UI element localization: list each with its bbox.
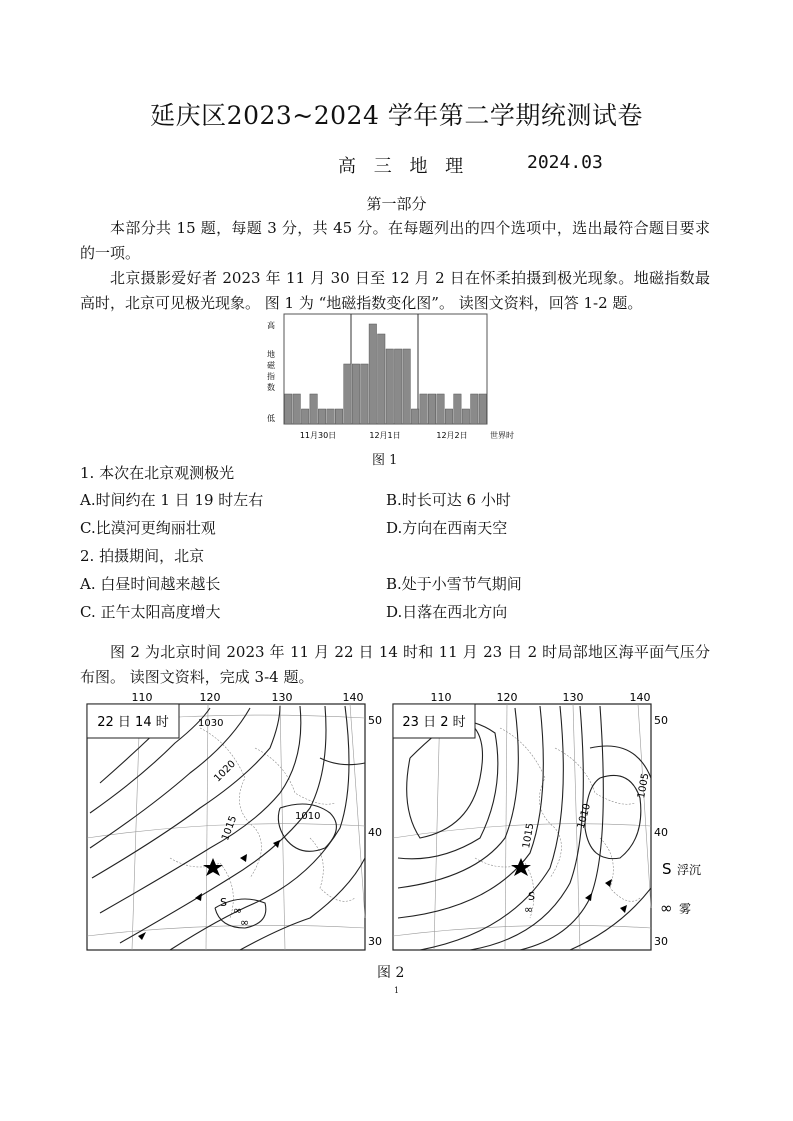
bar-3: [301, 409, 308, 424]
figure-2-maps: [80, 688, 720, 960]
x-label-dec1: 12月1日: [369, 431, 401, 440]
left-isobar-1010: 1010: [295, 811, 321, 822]
right-isobar-1005: 1005: [636, 772, 652, 800]
left-isobar-1015: 1015: [220, 814, 240, 843]
figure-2-caption: 图 2: [377, 965, 405, 981]
x-unit-label: 世界时: [490, 431, 514, 440]
exam-title: 延庆区2023~2024 学年第二学期统测试卷: [150, 101, 643, 130]
right-isobar-1015: 1015: [521, 822, 537, 850]
right-lon-130: 130: [562, 691, 584, 704]
left-isobar-1030: 1030: [198, 718, 224, 729]
page-number: 1: [394, 986, 400, 995]
bar-24: [479, 394, 486, 424]
bar-8: [344, 364, 351, 424]
left-lat-40: 40: [368, 826, 382, 839]
bar-11: [369, 324, 376, 424]
q1-stem: 1. 本次在北京观测极光: [80, 464, 235, 482]
exam-subject: 高 三 地 理: [338, 156, 470, 177]
exam-date: 2024.03: [527, 152, 603, 173]
legend-dust-label: 浮沉: [677, 863, 702, 877]
section-title: 第一部分: [366, 195, 427, 213]
q1-option-b: B.时长可达 6 小时: [386, 491, 511, 509]
right-lon-120: 120: [496, 691, 518, 704]
legend-fog-label: 雾: [679, 902, 692, 916]
right-lon-110: 110: [430, 691, 452, 704]
floating-dust-symbol: S: [220, 896, 227, 909]
y-low-label: 低: [267, 414, 275, 423]
bar-10: [361, 364, 368, 424]
right-time-label: 23 日 2 时: [402, 715, 466, 730]
bar-4: [310, 394, 317, 424]
q1-option-a: A.时间约在 1 日 19 时左右: [80, 491, 264, 509]
q2-option-a: A. 白昼时间越来越长: [80, 575, 221, 593]
left-isobar-1020: 1020: [212, 758, 238, 785]
question-intro-2: 图 2 为北京时间 2023 年 11 月 22 日 14 时和 11 月 23 日 2 时局部地区海平面气压分布图。 读图文资料，完成 3-4 题。: [80, 643, 710, 686]
bar-13: [386, 349, 393, 424]
left-time-label: 22 日 14 时: [97, 715, 169, 730]
fog-symbol: ∞: [233, 904, 243, 917]
bar-12: [378, 334, 385, 424]
q2-option-b: B.处于小雪节气期间: [386, 575, 522, 593]
question-intro-1: 北京摄影爱好者 2023 年 11 月 30 日至 12 月 2 日在怀柔拍摄到极光现象。地磁指数最高时，北京可见极光现象。 图 1 为 “地磁指数变化图”。 读图文资料，回答 1-2 题。: [80, 269, 710, 312]
bar-18: [428, 394, 435, 424]
bar-6: [327, 409, 334, 424]
left-lon-140: 140: [342, 691, 364, 704]
q1-option-c: C.比漠河更绚丽壮观: [80, 519, 216, 537]
bar-14: [394, 349, 401, 424]
bar-15: [403, 349, 410, 424]
x-label-dec2: 12月2日: [436, 431, 468, 440]
instructions: 本部分共 15 题，每题 3 分，共 45 分。在每题列出的四个选项中，选出最符合题目要求的一项。: [80, 219, 710, 262]
y-label-char-1: 地: [267, 350, 275, 359]
lat-50: 50: [654, 714, 668, 727]
figure-1-caption: 图 1: [372, 453, 398, 468]
left-map: [87, 704, 365, 950]
bar-16: [411, 409, 418, 424]
lat-30: 30: [654, 935, 668, 948]
fog-symbol: ∞: [524, 903, 534, 916]
bar-2: [293, 394, 300, 424]
q2-stem: 2. 拍摄期间，北京: [80, 547, 205, 565]
q2-option-d: D.日落在西北方向: [386, 603, 508, 621]
left-lon-120: 120: [199, 691, 221, 704]
figure-1-chart: [262, 310, 527, 445]
legend-fog-symbol: ∞: [660, 899, 673, 917]
legend-dust-symbol: S: [662, 860, 672, 878]
bar-20: [445, 409, 452, 424]
bar-9: [352, 364, 359, 424]
left-lat-50: 50: [368, 714, 382, 727]
bar-7: [335, 409, 342, 424]
q2-option-c: C. 正午太阳高度增大: [80, 603, 221, 621]
x-label-nov30: 11月30日: [299, 431, 337, 440]
bar-5: [318, 409, 325, 424]
y-high-label: 高: [267, 321, 275, 330]
bar-19: [437, 394, 444, 424]
left-lat-30: 30: [368, 935, 382, 948]
y-label-char-4: 数: [267, 383, 275, 392]
bar-22: [462, 409, 469, 424]
q1-option-d: D.方向在西南天空: [386, 519, 508, 537]
bar-1: [285, 394, 292, 424]
left-lon-110: 110: [131, 691, 153, 704]
bar-17: [420, 394, 427, 424]
y-label-char-3: 指: [267, 372, 275, 381]
lat-40: 40: [654, 826, 668, 839]
right-isobar-1010: 1010: [575, 802, 594, 830]
bar-21: [454, 394, 461, 424]
right-map: [393, 704, 651, 950]
right-lon-140: 140: [629, 691, 651, 704]
floating-dust-symbol: S: [528, 890, 535, 903]
y-label-char-2: 磁: [267, 361, 275, 370]
bar-23: [471, 394, 478, 424]
fog-symbol: ∞: [240, 916, 250, 929]
left-lon-130: 130: [271, 691, 293, 704]
